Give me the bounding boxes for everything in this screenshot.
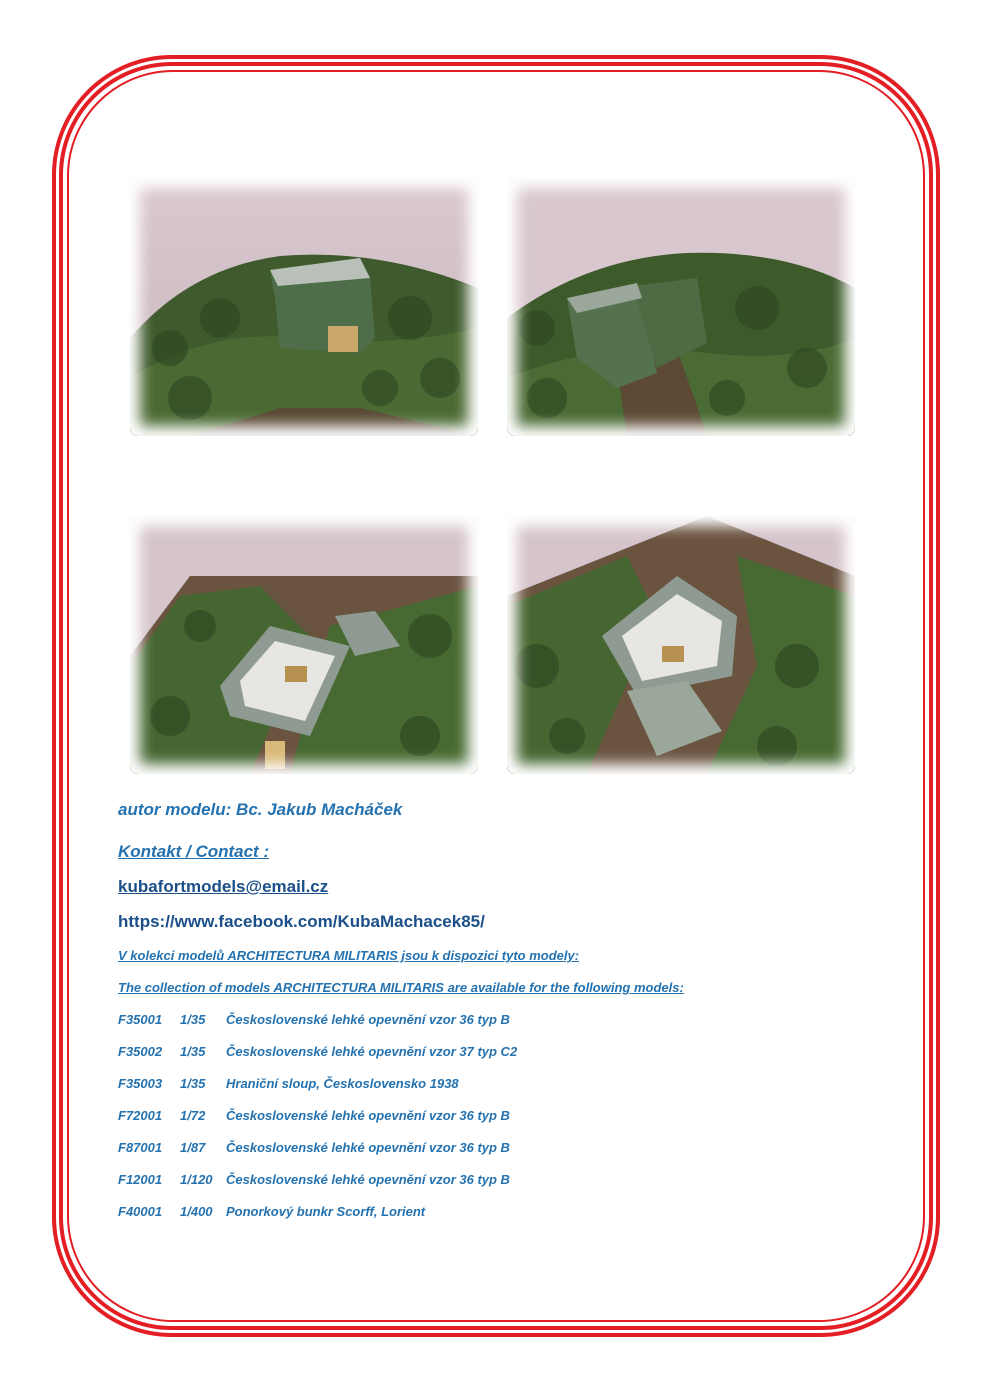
email-link[interactable]: kubafortmodels@email.cz	[118, 877, 329, 896]
model-photo-3	[130, 516, 478, 774]
facebook-link[interactable]: https://www.facebook.com/KubaMachacek85/	[118, 912, 485, 931]
model-list-item	[118, 1172, 517, 1204]
model-code: F12001	[118, 1172, 163, 1187]
model-name: Československé lehké opevnění vzor 36 typ B	[226, 1108, 510, 1123]
model-name: Československé lehké opevnění vzor 36 typ B	[226, 1140, 510, 1155]
model-list-item	[118, 1044, 517, 1076]
model-code: F35002	[118, 1044, 163, 1059]
model-list	[118, 1012, 517, 1236]
model-list-item	[118, 1108, 517, 1140]
model-scale: 1/72	[180, 1108, 206, 1123]
model-list-item	[118, 1076, 517, 1108]
model-scale: 1/35	[180, 1076, 206, 1091]
collection-intro-en: The collection of models ARCHITECTURA MILITARIS are available for the following models:	[118, 980, 684, 995]
contact-heading: Kontakt / Contact :	[118, 842, 270, 861]
model-photo-2	[507, 178, 855, 436]
model-name: Československé lehké opevnění vzor 37 typ C2	[226, 1044, 518, 1059]
model-name: Ponorkový bunkr Scorff, Lorient	[226, 1204, 426, 1219]
model-scale: 1/87	[180, 1140, 206, 1155]
model-scale: 1/35	[180, 1044, 206, 1059]
collection-intro-cz: V kolekci modelů ARCHITECTURA MILITARIS jsou k dispozici tyto modely:	[118, 948, 580, 963]
model-scale: 1/120	[180, 1172, 213, 1187]
model-code: F72001	[118, 1108, 163, 1123]
model-list-item	[118, 1012, 517, 1044]
model-code: F87001	[118, 1140, 163, 1155]
model-scale: 1/35	[180, 1012, 206, 1027]
author-line: autor modelu: Bc. Jakub Macháček	[118, 800, 403, 819]
model-photo-1	[130, 178, 478, 436]
model-photo-4	[507, 516, 855, 774]
model-list-item	[118, 1204, 517, 1236]
model-name: Československé lehké opevnění vzor 36 typ B	[226, 1012, 510, 1027]
model-name: Hraniční sloup, Československo 1938	[226, 1076, 459, 1091]
model-list-item	[118, 1140, 517, 1172]
model-code: F35001	[118, 1012, 163, 1027]
model-name: Československé lehké opevnění vzor 36 typ B	[226, 1172, 510, 1187]
model-scale: 1/400	[180, 1204, 213, 1219]
model-code: F40001	[118, 1204, 163, 1219]
model-code: F35003	[118, 1076, 163, 1091]
